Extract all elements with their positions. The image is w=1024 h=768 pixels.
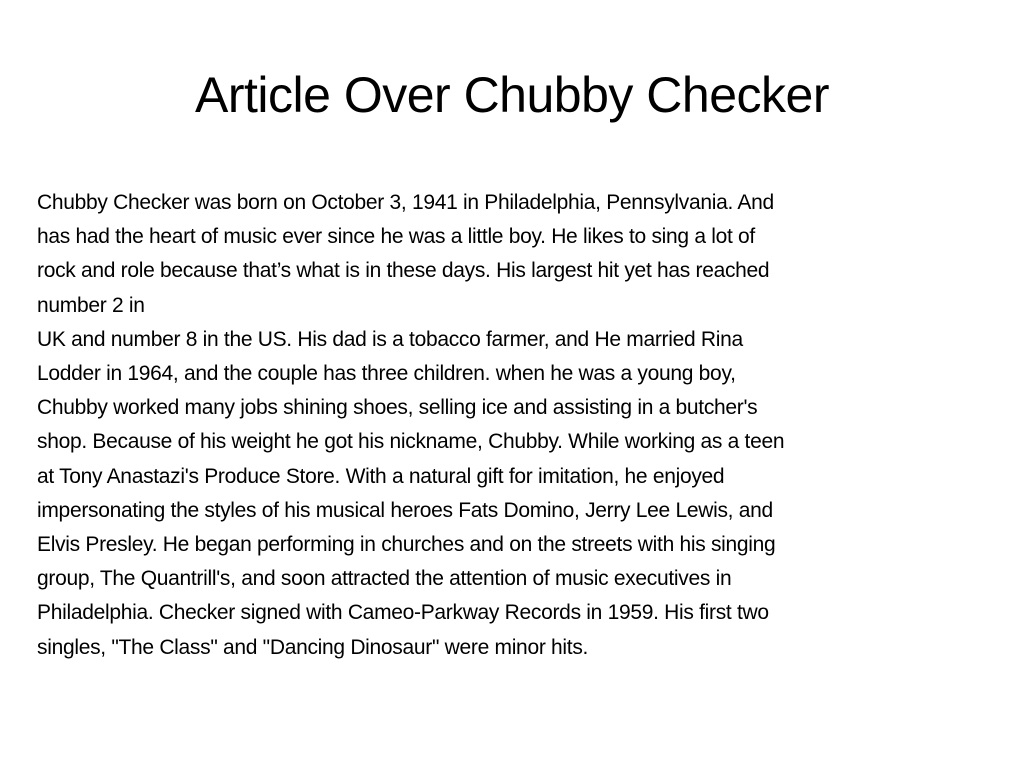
body-line: group, The Quantrill's, and soon attracted the attention of music executives in: [37, 567, 732, 591]
slide-title: Article Over Chubby Checker: [195, 67, 829, 123]
body-line: rock and role because that’s what is in these days. His largest hit yet has reached: [37, 259, 770, 283]
body-line: Chubby worked many jobs shining shoes, selling ice and assisting in a butcher's: [37, 396, 758, 420]
body-line: has had the heart of music ever since he was a little boy. He likes to sing a lot of: [37, 225, 755, 249]
body-line: Lodder in 1964, and the couple has three children. when he was a young boy,: [37, 362, 736, 386]
body-line: number 2 in: [37, 293, 145, 317]
body-line: at Tony Anastazi's Produce Store. With a natural gift for imitation, he enjoyed: [37, 464, 725, 488]
body-line: Elvis Presley. He began performing in churches and on the streets with his singing: [37, 533, 776, 557]
body-line: shop. Because of his weight he got his nickname, Chubby. While working as a teen: [37, 430, 785, 454]
body-line: UK and number 8 in the US. His dad is a tobacco farmer, and He married Rina: [37, 327, 743, 351]
body-line: impersonating the styles of his musical heroes Fats Domino, Jerry Lee Lewis, and: [37, 498, 773, 522]
slide-body: [37, 186, 997, 665]
body-line: Philadelphia. Checker signed with Cameo-Parkway Records in 1959. His first two: [37, 601, 769, 625]
body-line: singles, "The Class" and "Dancing Dinosaur" were minor hits.: [37, 635, 589, 659]
body-line: Chubby Checker was born on October 3, 1941 in Philadelphia, Pennsylvania. And: [37, 191, 774, 214]
